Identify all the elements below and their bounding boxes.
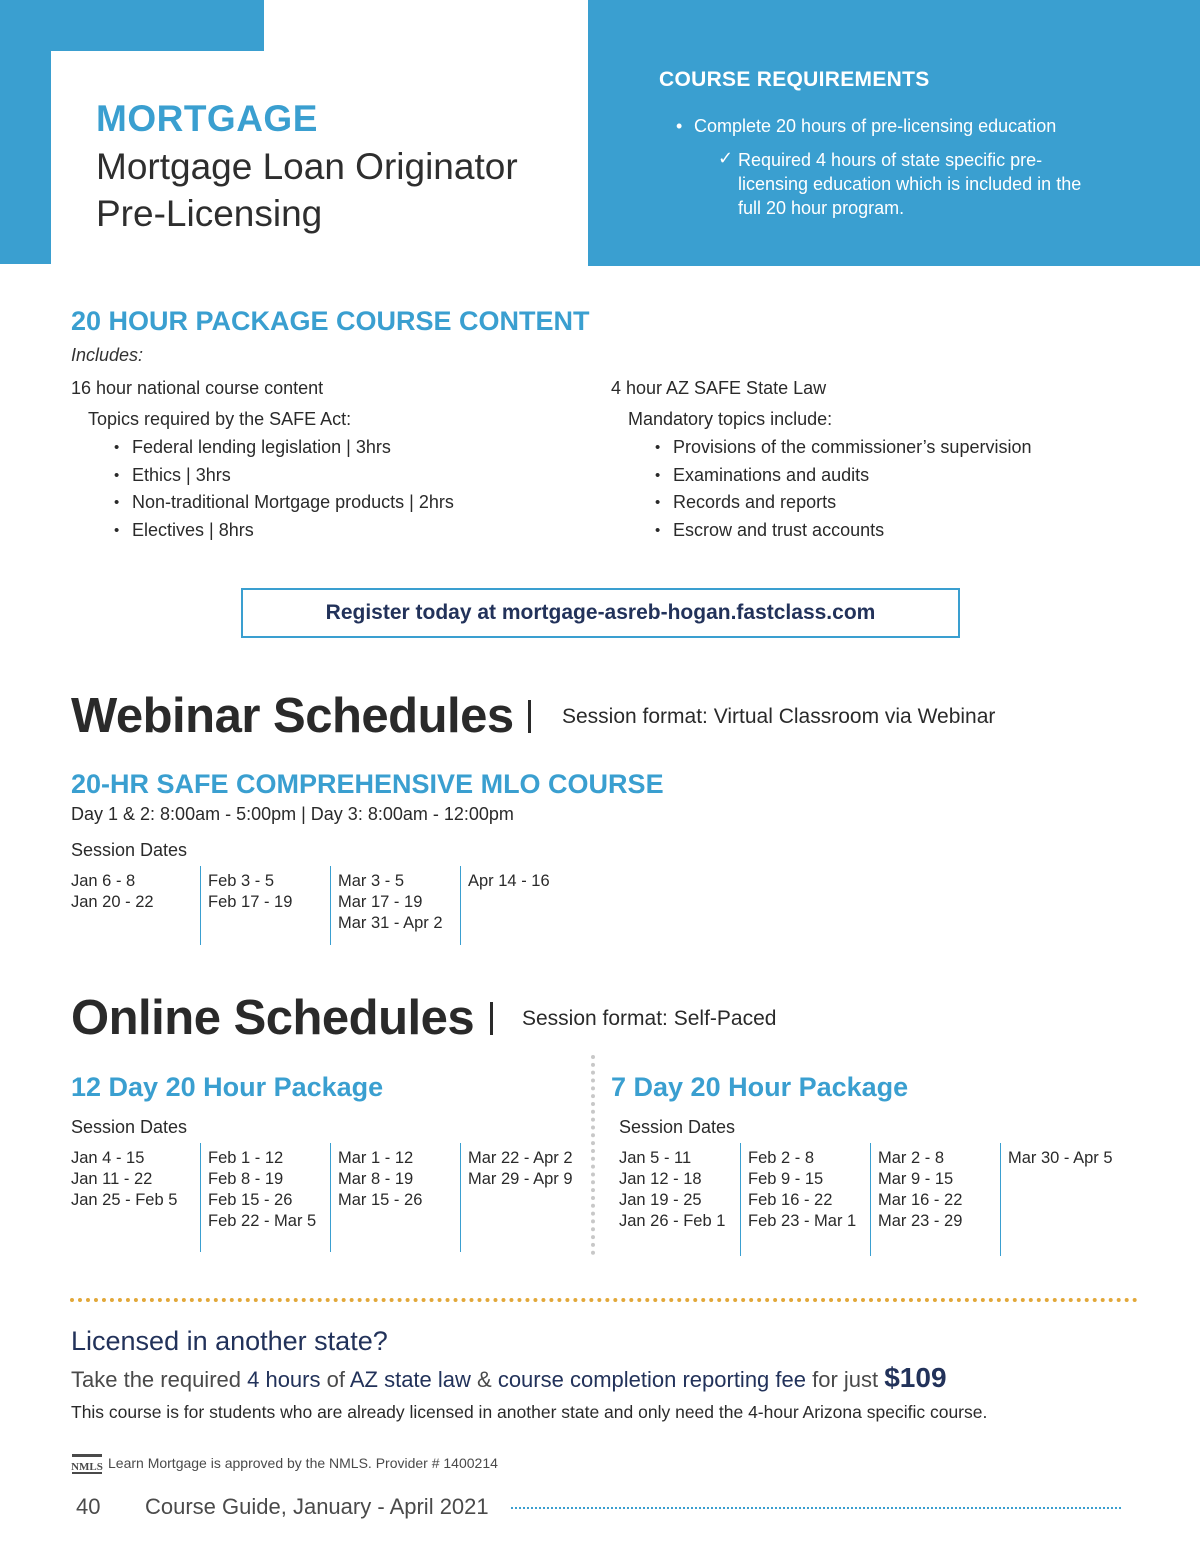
session-date: Feb 15 - 26 [208, 1191, 293, 1209]
online-session-format: Session format: Self-Paced [522, 1007, 777, 1030]
session-date: Feb 22 - Mar 5 [208, 1212, 317, 1230]
offer-text: of [320, 1367, 350, 1392]
safe-act-subhead: Topics required by the SAFE Act: [88, 409, 352, 429]
session-date-column [612, 1148, 740, 1256]
session-date: Mar 23 - 29 [878, 1212, 963, 1230]
session-date: Mar 29 - Apr 9 [468, 1170, 573, 1188]
session-date: Feb 9 - 15 [748, 1170, 824, 1188]
session-date: Feb 8 - 19 [208, 1170, 284, 1188]
page-number: 40 [76, 1494, 101, 1519]
session-date: Mar 22 - Apr 2 [468, 1149, 573, 1167]
package-divider [591, 1055, 595, 1255]
session-date: Feb 2 - 8 [748, 1149, 815, 1167]
session-date: Jan 20 - 22 [71, 893, 154, 911]
session-date: Jan 11 - 22 [71, 1170, 153, 1188]
category-label: MORTGAGE [96, 98, 318, 139]
register-link[interactable]: Register today at mortgage-asreb-hogan.fastclass.com [241, 588, 960, 638]
footer-divider [511, 1507, 1121, 1509]
offer-text: & [470, 1367, 498, 1392]
session-date: Feb 17 - 19 [208, 893, 293, 911]
safe-act-topic-list [114, 434, 454, 544]
session-date-column [330, 866, 460, 945]
offer-state-law: AZ state law [349, 1367, 471, 1392]
nmls-logo-icon [71, 1452, 103, 1476]
session-date-column [200, 866, 330, 945]
session-date: Jan 5 - 11 [619, 1149, 692, 1167]
title-divider [528, 700, 531, 733]
session-date: Jan 19 - 25 [619, 1191, 702, 1209]
page-title-line2: Pre-Licensing [96, 193, 323, 234]
offer-price: $109 [884, 1362, 947, 1393]
session-date-column [330, 1143, 460, 1252]
list-item: • Federal lending legislation | 3hrs [114, 434, 454, 462]
session-date-column [1000, 1143, 1140, 1256]
state-law-head: 4 hour AZ SAFE State Law [611, 378, 827, 398]
session-date: Jan 6 - 8 [71, 872, 136, 890]
national-content-head: 16 hour national course content [71, 378, 324, 398]
offer-fee: course completion reporting fee [497, 1367, 806, 1392]
bullet-icon: • [676, 116, 683, 136]
session-date-column [740, 1143, 870, 1256]
package-12-day-title: 12 Day 20 Hour Package [71, 1072, 384, 1102]
section-divider [70, 1298, 1138, 1302]
session-date: Mar 1 - 12 [338, 1149, 414, 1167]
check-icon: ✓ [718, 148, 734, 168]
mandatory-topic-list [655, 434, 1031, 544]
session-date: Mar 30 - Apr 5 [1008, 1149, 1113, 1167]
session-date: Jan 4 - 15 [71, 1149, 145, 1167]
session-date: Jan 25 - Feb 5 [71, 1191, 178, 1209]
licensed-question: Licensed in another state? [71, 1326, 388, 1356]
nmls-approval-note: Learn Mortgage is approved by the NMLS. Provider # 1400214 [108, 1455, 498, 1471]
session-date: Mar 15 - 26 [338, 1191, 423, 1209]
list-item: • Electives | 8hrs [114, 517, 454, 545]
mandatory-topics-subhead: Mandatory topics include: [628, 409, 833, 429]
session-date-column [870, 1143, 1000, 1256]
session-date-column [64, 1148, 200, 1252]
session-date: Jan 26 - Feb 1 [619, 1212, 726, 1230]
session-dates-label: Session Dates [71, 1117, 188, 1137]
session-date: Feb 16 - 22 [748, 1191, 833, 1209]
offer-hours: 4 hours [247, 1367, 321, 1392]
offer-text: Take the required [71, 1367, 248, 1392]
list-item: • Provisions of the commissioner’s supervision [655, 434, 1031, 462]
offer-text: for just [805, 1367, 885, 1392]
webinar-schedules-title: Webinar Schedules [71, 689, 514, 743]
package-7-day-title: 7 Day 20 Hour Package [611, 1072, 909, 1102]
webinar-course-times: Day 1 & 2: 8:00am - 5:00pm | Day 3: 8:00am - 12:00pm [71, 804, 514, 824]
session-date: Mar 3 - 5 [338, 872, 405, 890]
session-date: Apr 14 - 16 [468, 872, 550, 890]
session-date-column [200, 1143, 330, 1252]
guide-title: Course Guide, January - April 2021 [145, 1494, 489, 1519]
session-date: Feb 3 - 5 [208, 872, 275, 890]
list-item: • Non-traditional Mortgage products | 2hrs [114, 489, 454, 517]
session-dates-label: Session Dates [619, 1117, 736, 1137]
list-item: • Examinations and audits [655, 462, 1031, 490]
licensed-note: This course is for students who are already licensed in another state and only need the 4-hour Arizona specific course. [71, 1402, 988, 1422]
session-date: Mar 8 - 19 [338, 1170, 414, 1188]
requirement-item: Complete 20 hours of pre-licensing education [694, 116, 1057, 136]
session-date-column [460, 866, 590, 945]
list-item: • Escrow and trust accounts [655, 517, 1031, 545]
includes-label: Includes: [71, 345, 144, 365]
webinar-session-format: Session format: Virtual Classroom via Webinar [562, 705, 996, 728]
session-date: Feb 1 - 12 [208, 1149, 284, 1167]
page-title-line1: Mortgage Loan Originator [96, 146, 518, 187]
session-date: Mar 31 - Apr 2 [338, 914, 443, 932]
nmls-logo-text: NMLS [71, 1461, 103, 1473]
webinar-course-title: 20-HR SAFE COMPREHENSIVE MLO COURSE [71, 769, 664, 799]
session-date: Feb 23 - Mar 1 [748, 1212, 857, 1230]
session-date: Mar 17 - 19 [338, 893, 423, 911]
session-date: Jan 12 - 18 [619, 1170, 702, 1188]
licensed-offer [71, 1362, 947, 1394]
list-item: • Ethics | 3hrs [114, 462, 454, 490]
session-date: Mar 9 - 15 [878, 1170, 954, 1188]
session-dates-label: Session Dates [71, 840, 188, 860]
title-divider [490, 1002, 493, 1035]
course-content-heading: 20 HOUR PACKAGE COURSE CONTENT [71, 306, 590, 336]
session-date: Mar 16 - 22 [878, 1191, 963, 1209]
requirements-title: COURSE REQUIREMENTS [659, 68, 930, 91]
online-schedules-title: Online Schedules [71, 991, 475, 1045]
session-date-column [460, 1143, 590, 1252]
requirement-sub-item: Required 4 hours of state specific pre-licensing education which is included in the full 20 hour program. [738, 150, 1082, 218]
list-item: • Records and reports [655, 489, 1031, 517]
session-date-column [64, 871, 200, 945]
session-date: Mar 2 - 8 [878, 1149, 945, 1167]
